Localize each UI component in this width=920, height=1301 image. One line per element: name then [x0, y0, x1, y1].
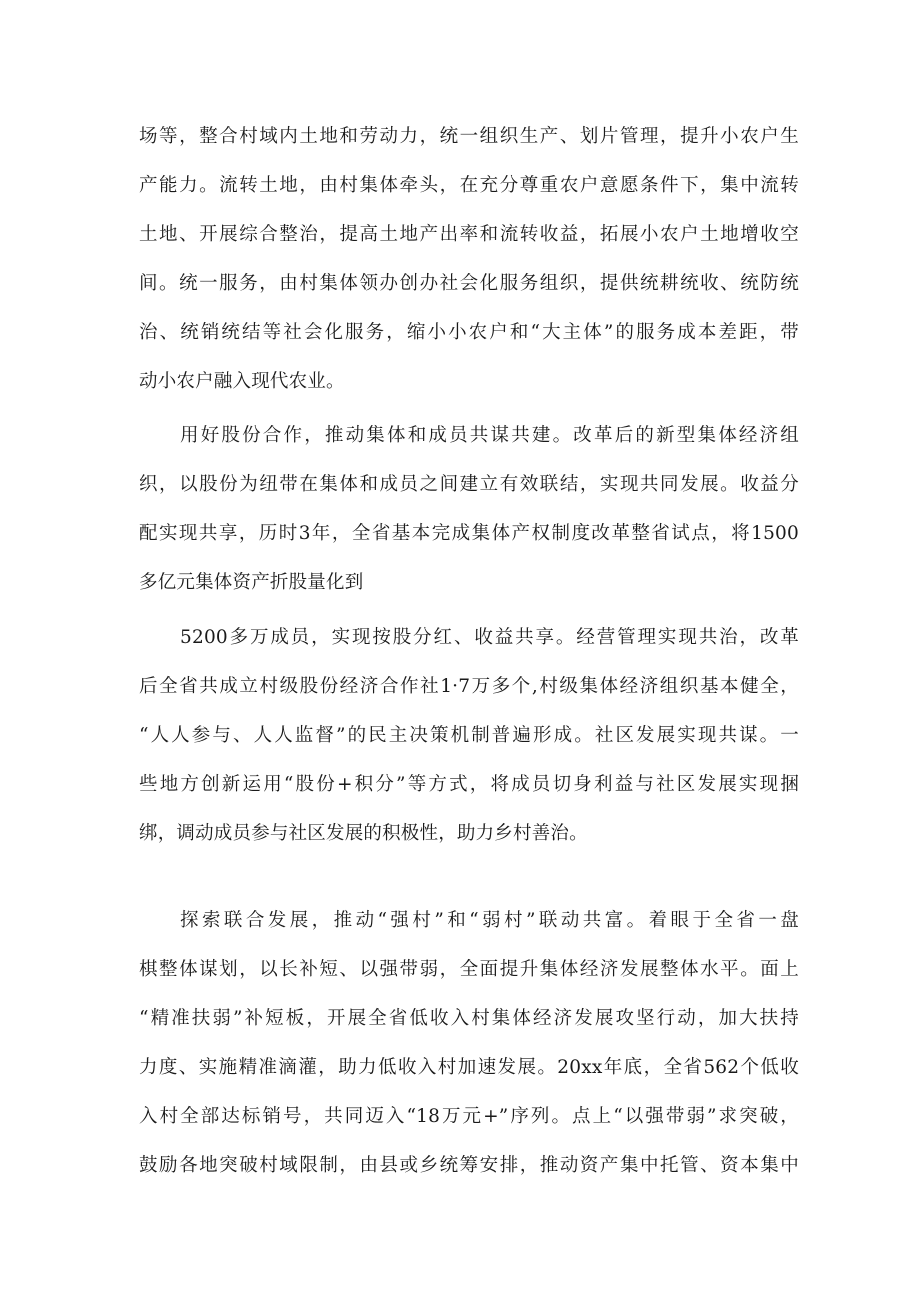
paragraph-1-line-5: 治、统销统结等社会化服务，缩小小农户和“大主体”的服务成本差距，带 — [139, 322, 799, 343]
paragraph-2-line-4: 多亿元集体资产折股量化到 — [139, 572, 364, 593]
paragraph-4-line-5: 入村全部达标销号，共同迈入“18万元+”序列。点上“以强带弱”求突破， — [139, 1106, 799, 1127]
paragraph-3-line-4: 些地方创新运用“股份+积分”等方式，将成员切身利益与社区发展实现捆 — [139, 774, 799, 795]
paragraph-2-line-2: 织，以股份为纽带在集体和成员之间建立有效联结，实现共同发展。收益分 — [139, 474, 799, 495]
paragraph-4-line-6: 鼓励各地突破村域限制，由县或乡统筹安排，推动资产集中托管、资本集中 — [139, 1155, 799, 1176]
paragraph-4-line-1: 探索联合发展，推动“强村”和“弱村”联动共富。着眼于全省一盘 — [180, 910, 799, 931]
paragraph-1-line-6: 动小农户融入现代农业。 — [139, 371, 345, 392]
paragraph-3-line-5: 绑，调动成员参与社区发展的积极性，助力乡村善治。 — [139, 823, 588, 844]
paragraph-1-line-2: 产能力。流转土地，由村集体牵头，在充分尊重农户意愿条件下，集中流转 — [139, 175, 799, 196]
paragraph-4-line-2: 棋整体谋划，以长补短、以强带弱，全面提升集体经济发展整体水平。面上 — [139, 959, 799, 980]
paragraph-3-line-2: 后全省共成立村级股份经济合作社1·7万多个,村级集体经济组织基本健全， — [139, 676, 799, 697]
paragraph-2-line-1: 用好股份合作，推动集体和成员共谋共建。改革后的新型集体经济组 — [180, 425, 799, 446]
paragraph-2-line-3: 配实现共享，历时3年，全省基本完成集体产权制度改革整省试点，将1500 — [139, 523, 799, 544]
paragraph-3-line-1: 5200多万成员，实现按股分红、收益共享。经营管理实现共治，改革 — [180, 627, 799, 648]
paragraph-1-line-3: 土地、开展综合整治，提高土地产出率和流转收益，拓展小农户土地增收空 — [139, 224, 799, 245]
paragraph-1-line-1: 场等，整合村域内土地和劳动力，统一组织生产、划片管理，提升小农户生 — [139, 126, 799, 147]
paragraph-4-line-4: 力度、实施精准滴灌，助力低收入村加速发展。20xx年底，全省562个低收 — [139, 1057, 799, 1078]
paragraph-1-line-4: 间。统一服务，由村集体领办创办社会化服务组织，提供统耕统收、统防统 — [139, 273, 799, 294]
paragraph-3-line-3: “人人参与、人人监督”的民主决策机制普遍形成。社区发展实现共谋。一 — [139, 725, 799, 746]
paragraph-4-line-3: “精准扶弱”补短板，开展全省低收入村集体经济发展攻坚行动，加大扶持 — [139, 1008, 799, 1029]
